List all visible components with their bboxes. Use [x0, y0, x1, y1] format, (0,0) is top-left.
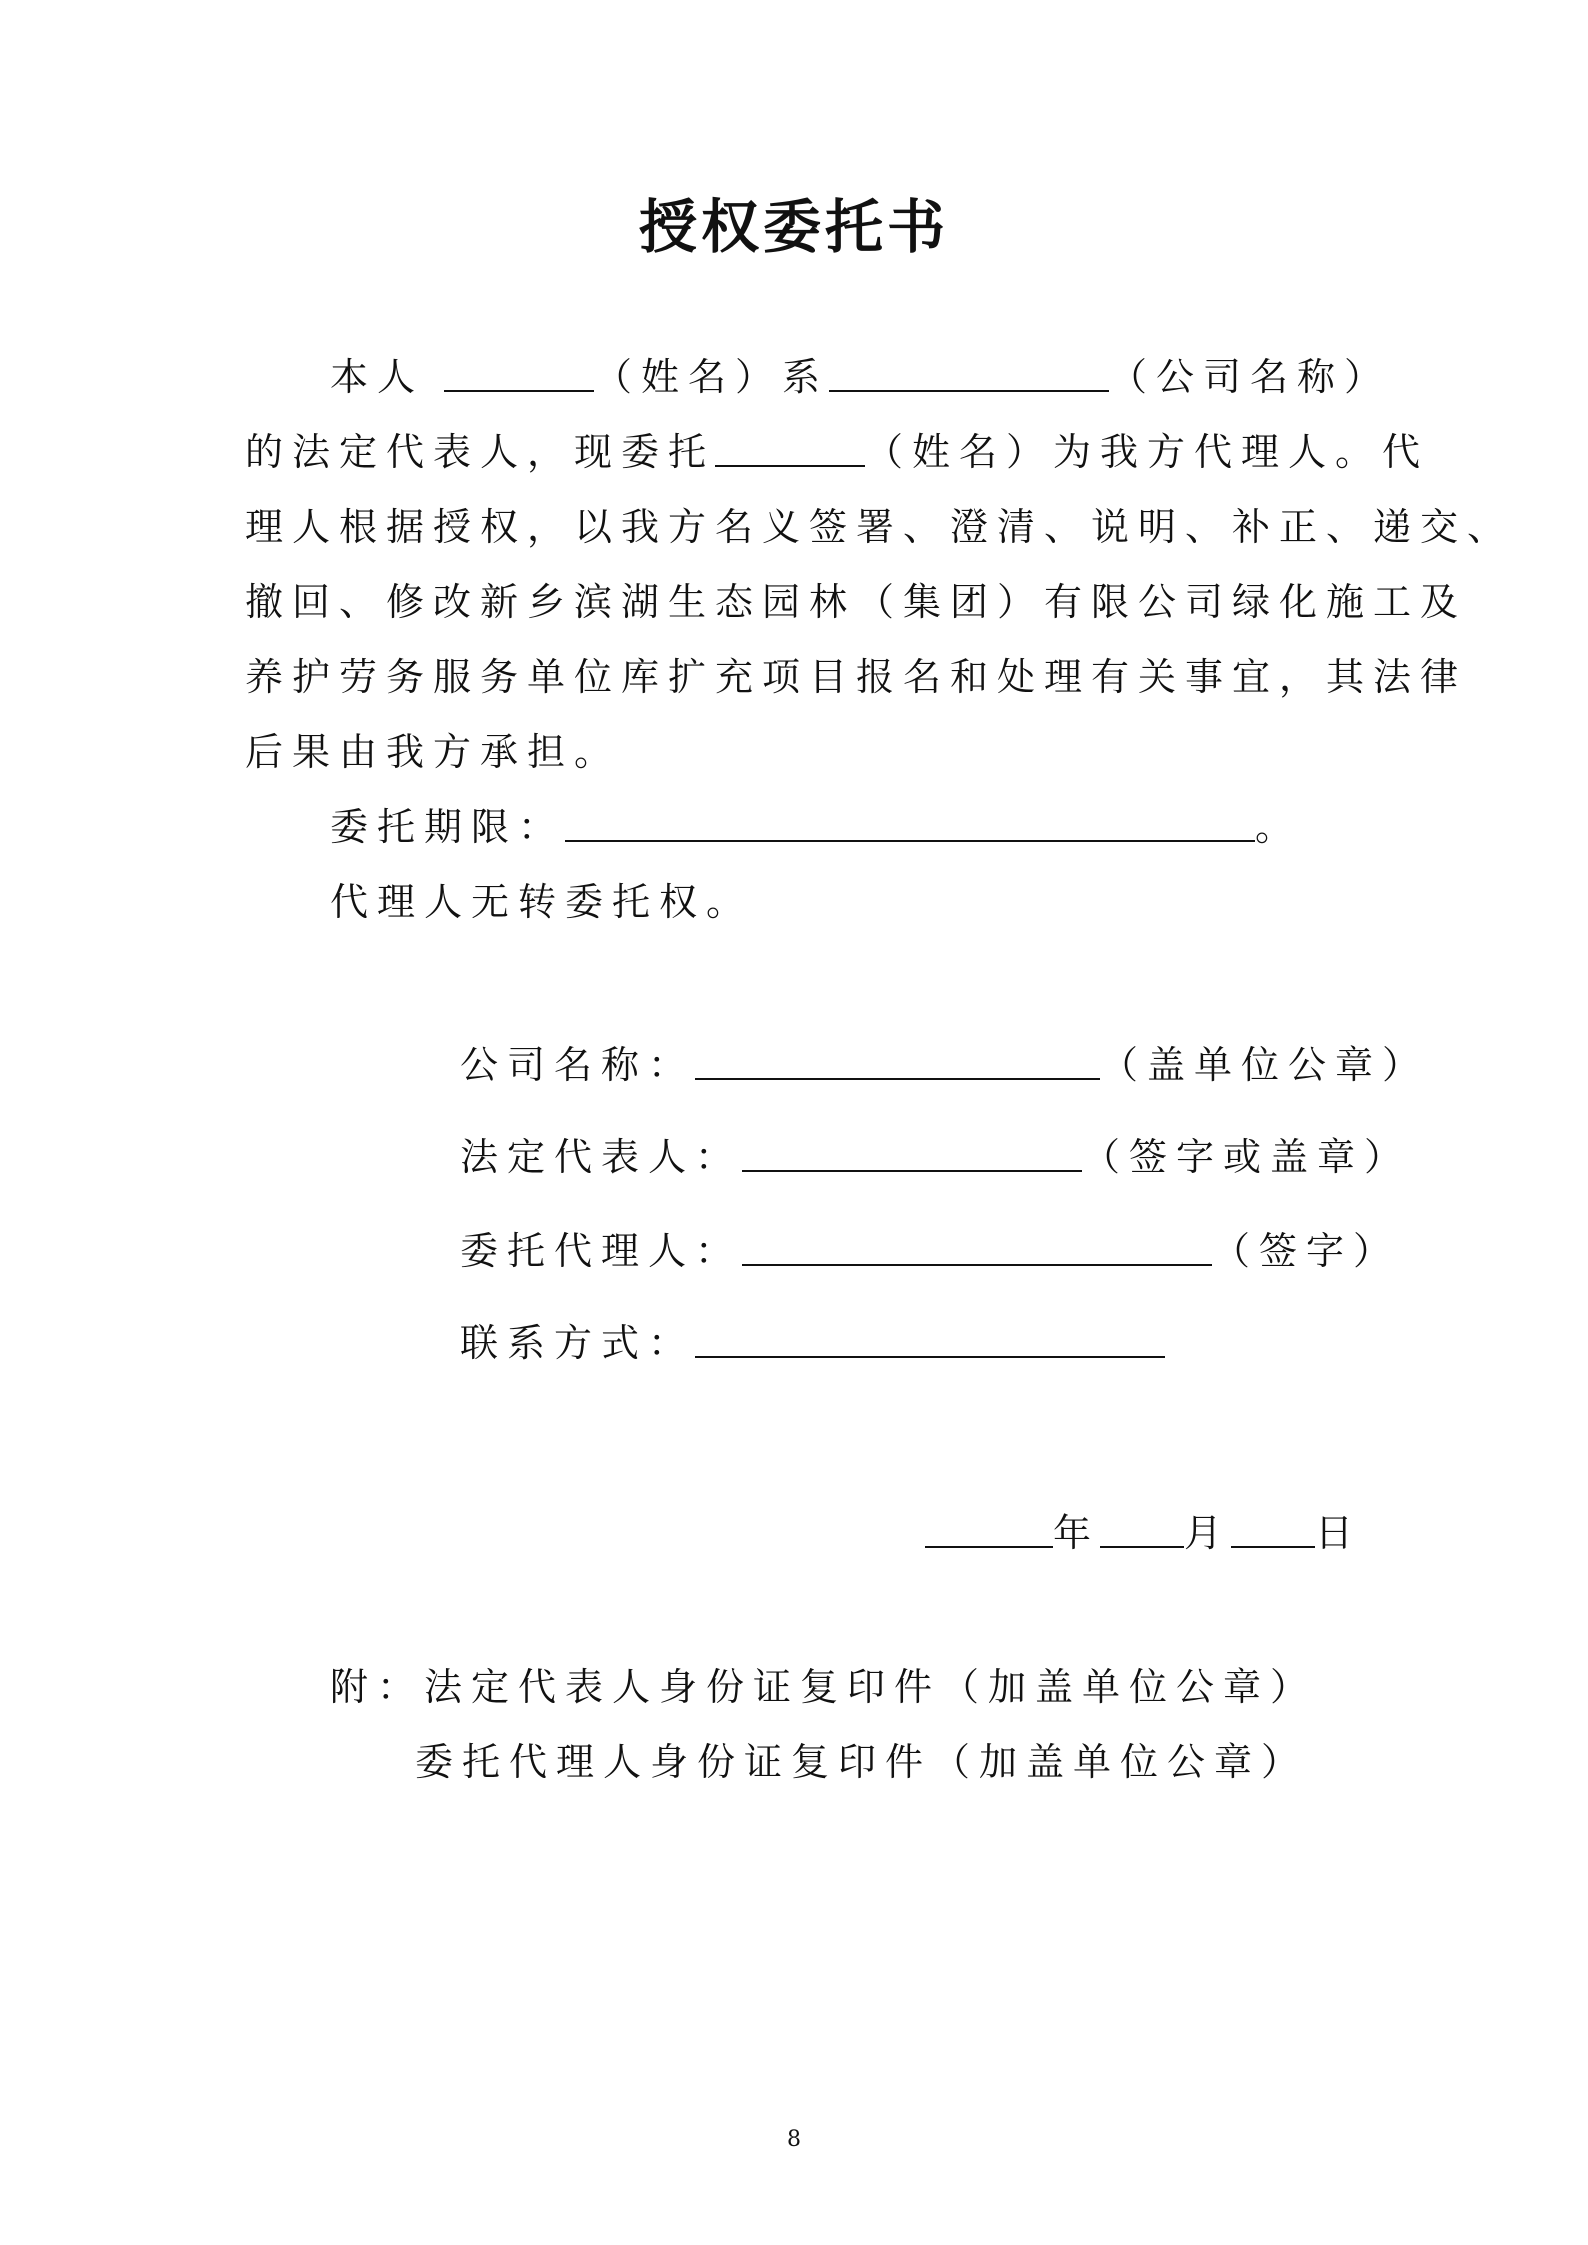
company-sign-line — [460, 1040, 1429, 1090]
intro-line-2-part-1: 的法定代表人，现委托 — [245, 430, 716, 474]
term-label: 委托期限： — [330, 805, 566, 849]
attachments-label: 附： — [330, 1665, 425, 1709]
company-sign-blank — [695, 1044, 1100, 1080]
attachment-item-1: 法定代表人身份证复印件（加盖单位公章） — [424, 1665, 1318, 1709]
attachment-line-1 — [330, 1662, 1317, 1712]
legal-rep-blank — [742, 1136, 1082, 1172]
intro-line-1-part-3: （公司名称） — [1109, 355, 1392, 399]
legal-rep-label: 法定代表人： — [460, 1135, 743, 1179]
term-end: 。 — [1255, 805, 1303, 849]
agent-sign-blank — [742, 1230, 1212, 1266]
contact-blank — [695, 1322, 1165, 1358]
legal-rep-sign-line — [460, 1132, 1411, 1182]
legal-rep-note: （签字或盖章） — [1082, 1135, 1412, 1179]
principal-name-blank — [444, 356, 594, 392]
intro-line-1 — [330, 352, 1391, 402]
month-label: 月 — [1184, 1511, 1232, 1555]
agent-label: 委托代理人： — [460, 1229, 743, 1273]
document-title: 授权委托书 — [638, 193, 949, 261]
intro-line-1-part-1: 本人 — [330, 355, 425, 399]
intro-line-5: 养护劳务服务单位库扩充项目报名和处理有关事宜，其法律 — [245, 655, 1468, 699]
company-note: （盖单位公章） — [1100, 1043, 1430, 1087]
page-number: 8 — [787, 2127, 801, 2152]
intro-line-2 — [245, 427, 1429, 477]
agent-note: （签字） — [1212, 1229, 1401, 1273]
agent-sign-line — [460, 1226, 1400, 1276]
contact-label: 联系方式： — [460, 1321, 696, 1365]
day-blank — [1231, 1512, 1315, 1548]
intro-line-1-part-2: （姓名）系 — [594, 355, 830, 399]
date-line — [925, 1508, 1362, 1558]
year-blank — [925, 1512, 1053, 1548]
contact-line — [460, 1318, 1165, 1368]
company-label: 公司名称： — [460, 1043, 696, 1087]
agent-name-blank — [715, 431, 865, 467]
intro-line-4: 撤回、修改新乡滨湖生态园林（集团）有限公司绿化施工及 — [245, 580, 1468, 624]
term-line — [330, 802, 1302, 852]
day-label: 日 — [1315, 1511, 1363, 1555]
intro-line-3: 理人根据授权，以我方名义签署、澄清、说明、补正、递交、 — [245, 505, 1515, 549]
month-blank — [1100, 1512, 1184, 1548]
term-blank — [565, 806, 1255, 842]
intro-line-6: 后果由我方承担。 — [245, 730, 622, 774]
year-label: 年 — [1053, 1511, 1101, 1555]
no-transfer-line: 代理人无转委托权。 — [330, 880, 754, 924]
company-name-blank — [829, 356, 1109, 392]
intro-line-2-part-2: （姓名）为我方代理人。代 — [865, 430, 1430, 474]
attachment-line-2: 委托代理人身份证复印件（加盖单位公章） — [415, 1740, 1309, 1784]
